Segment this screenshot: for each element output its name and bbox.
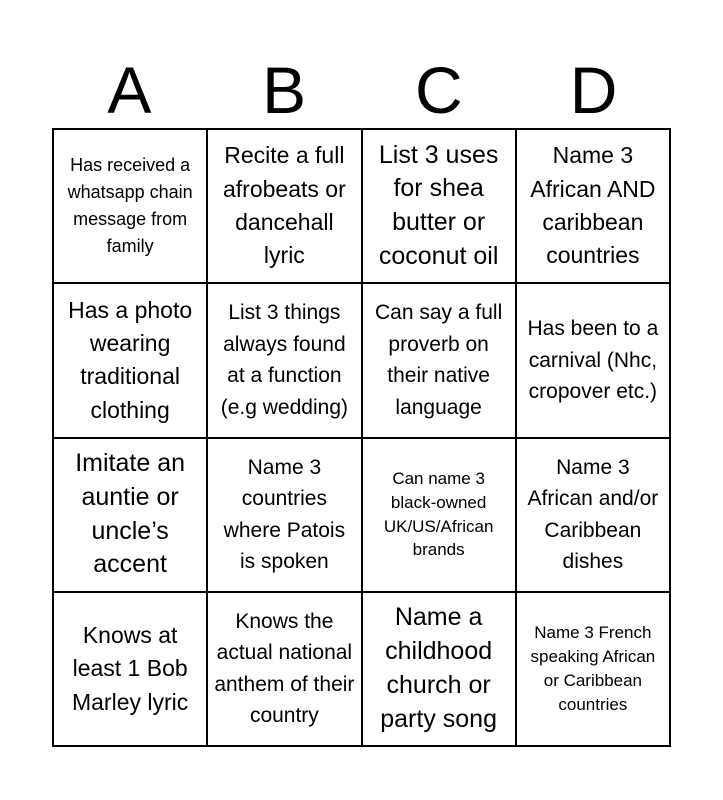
bingo-cell-a1[interactable] <box>54 130 208 284</box>
column-letter-b: B <box>262 53 307 127</box>
bingo-cell-a4[interactable] <box>54 593 208 747</box>
column-letter-c: C <box>415 53 463 127</box>
bingo-cell-d3[interactable] <box>517 439 671 593</box>
bingo-cell-c3[interactable] <box>363 439 517 593</box>
bingo-header <box>52 52 671 128</box>
cell-text: Name 3 countries where Patois is spoken <box>223 455 346 574</box>
bingo-cell-b3[interactable] <box>208 439 362 593</box>
bingo-cell-d1[interactable] <box>517 130 671 284</box>
column-letter-a: A <box>107 53 152 127</box>
cell-text: Can say a full proverb on their native language <box>375 301 503 419</box>
cell-text: Knows the actual national anthem of their country <box>214 609 355 728</box>
cell-text: Imitate an auntie or uncle’s accent <box>75 449 186 579</box>
cell-text: Name a childhood church or party song <box>380 603 497 733</box>
bingo-cell-a3[interactable] <box>54 439 208 593</box>
cell-text: Recite a full afrobeats or dancehall lyric <box>223 142 346 269</box>
cell-text: Name 3 African and/or Caribbean dishes <box>527 455 659 574</box>
bingo-cell-c4[interactable] <box>363 593 517 747</box>
bingo-cell-b2[interactable] <box>208 284 362 438</box>
cell-text: List 3 uses for shea butter or coconut oil <box>378 140 499 270</box>
cell-text: Has a photo wearing traditional clothing <box>68 296 193 423</box>
cell-text: Name 3 African AND caribbean countries <box>530 142 656 269</box>
bingo-cell-d4[interactable] <box>517 593 671 747</box>
bingo-cell-b1[interactable] <box>208 130 362 284</box>
bingo-cell-b4[interactable] <box>208 593 362 747</box>
cell-text: Name 3 French speaking African or Caribbean countries <box>530 623 656 714</box>
cell-text: List 3 things always found at a function (e.g wedding) <box>220 301 348 419</box>
bingo-cell-c1[interactable] <box>363 130 517 284</box>
cell-text: Has received a whatsapp chain message from family <box>67 155 193 257</box>
cell-text: Has been to a carnival (Nhc, cropover etc.) <box>527 317 659 404</box>
cell-text: Can name 3 black-owned UK/US/African brands <box>383 469 494 560</box>
bingo-cell-c2[interactable] <box>363 284 517 438</box>
cell-text: Knows at least 1 Bob Marley lyric <box>71 621 189 715</box>
column-letter-d: D <box>569 53 618 127</box>
bingo-cell-a2[interactable] <box>54 284 208 438</box>
bingo-board <box>52 128 671 747</box>
bingo-cell-d2[interactable] <box>517 284 671 438</box>
